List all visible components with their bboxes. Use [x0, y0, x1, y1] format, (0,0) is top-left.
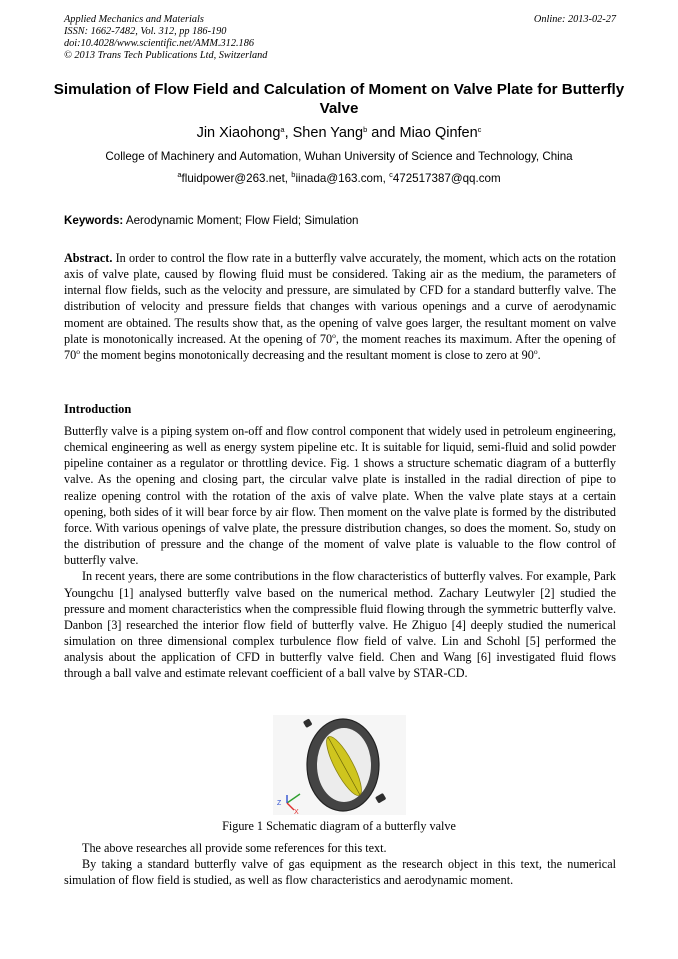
paragraph: By taking a standard butterfly valve of gas equipment as the research object in this text, the numerical simulation of flow field is studied, as well as flow characteristics and aerodynamic moment.: [64, 857, 616, 888]
issn-line: ISSN: 1662-7482, Vol. 312, pp 186-190: [64, 26, 227, 37]
valve-diagram: [273, 715, 406, 815]
author-affil-mark: c: [477, 125, 482, 134]
author-affil-mark: b: [363, 125, 368, 134]
figure-caption: Figure 1 Schematic diagram of a butterfly valve: [222, 819, 456, 833]
paper-title: Simulation of Flow Field and Calculation of Moment on Valve Plate for Butterfly Valve: [53, 81, 625, 117]
degree-mark: o: [332, 330, 336, 340]
email-address[interactable]: 472517387@qq.com: [392, 172, 501, 185]
paragraph: Butterfly valve is a piping system on-off and flow control component that widely used in petroleum engineering, chemical engineering as well as energy system pipeline etc. It is suitable for liquid, semi-fluid and solid powder pipeline container as a regulator or throttling device. Fig. 1 shows a structure schematic diagram of a butterfly valve. As the opening and closing part, the circular valve plate is installed in the radial direction of pipe to realize opening control with the rotation of the axis of valve plate. When the valve plate stays at a certain opening, both sides of it will bear force by air flow. Then moment on the valve plate is formed by the distributed force. With various openings of valve plate, the pressure distribution changes, so does the moment. So, study on the distribution of pressure and the change of the moment of valve plate is valuable to the flow control of butterfly valve.: [64, 424, 616, 568]
journal-name: Applied Mechanics and Materials: [64, 14, 204, 25]
keywords-label: Keywords:: [64, 214, 124, 227]
degree-mark: o: [76, 346, 80, 356]
axis-x-label: X: [294, 809, 299, 815]
email-address[interactable]: fluidpower@263.net,: [181, 172, 292, 185]
abstract-text: , the moment reaches its maximum. After the opening of 70: [64, 331, 616, 362]
closing-body: [64, 840, 616, 888]
copyright-line: © 2013 Trans Tech Publications Ltd, Switzerland: [64, 50, 268, 61]
paragraph: The above researches all provide some references for this text.: [82, 841, 387, 855]
journal-header: [64, 14, 616, 62]
keywords: [64, 214, 616, 228]
section-heading: Introduction: [64, 402, 132, 416]
keywords-text: Aerodynamic Moment; Flow Field; Simulation: [123, 214, 359, 227]
email-mark: a: [177, 170, 182, 179]
author-affil-mark: a: [280, 125, 285, 134]
paragraph: In recent years, there are some contributions in the flow characteristics of butterfly valves. For example, Park Youngchu [1] analysed butterfly valve based on the numerical method. Zachary Leutwyler [2] studied the pressure and moment characteristics when the compressible fluid flowing through the symmetric butterfly valve. Danbon [3] researched the interior flow field of butterfly valve. He Zhiguo [4] deeply studied the numerical simulation on three dimensional complex turbulence flow field of valve. Lin and Schohl [5] performed the analysis about the application of CFD in butterfly valve field. Chen and Wang [6] investigated fluid flows through a ball valve and estimate relevant coefficient of a ball valve by STAR-CD.: [64, 569, 616, 681]
author-separator: and: [367, 125, 400, 141]
abstract-text: .: [537, 347, 541, 362]
author-name: Jin Xiaohong: [196, 125, 281, 141]
doi-line: doi:10.4028/www.scientific.net/AMM.312.186: [64, 38, 254, 49]
abstract-text: the moment begins monotonically decreasing and the resultant moment is close to zero at 90: [79, 347, 534, 362]
email-mark: c: [389, 170, 393, 179]
author-name: Shen Yang: [292, 125, 364, 141]
author-name: Miao Qinfen: [399, 125, 478, 141]
abstract-label: Abstract.: [64, 251, 113, 265]
affiliation: College of Machinery and Automation, Wuhan University of Science and Technology, China: [105, 150, 573, 163]
email-mark: b: [291, 170, 296, 179]
degree-mark: o: [533, 346, 538, 356]
introduction-body: [64, 423, 616, 682]
author-separator: ,: [284, 125, 293, 141]
author-list: [40, 124, 638, 142]
email-list: [40, 171, 638, 187]
butterfly-valve-figure: [273, 715, 406, 815]
axis-z-label: Z: [277, 800, 282, 807]
abstract: [64, 250, 616, 363]
online-date: Online: 2013-02-27: [533, 14, 616, 25]
email-address[interactable]: iinada@163.com,: [295, 172, 390, 185]
abstract-text: In order to control the flow rate in a butterfly valve accurately, the moment, which acts on the rotation axis of valve plate, caused by flowing fluid must be considered. Taking air as the medium, the parameters of internal flow fields, such as the velocity and pressure, are simulated by CFD for a standard butterfly valve. The distribution of velocity and pressure fields that changes with various openings and a curve of aerodynamic moment are obtained. The results show that, as the opening of valve goes larger, the resultant moment on valve plate is monotonically increased. At the opening of 70: [64, 251, 616, 346]
